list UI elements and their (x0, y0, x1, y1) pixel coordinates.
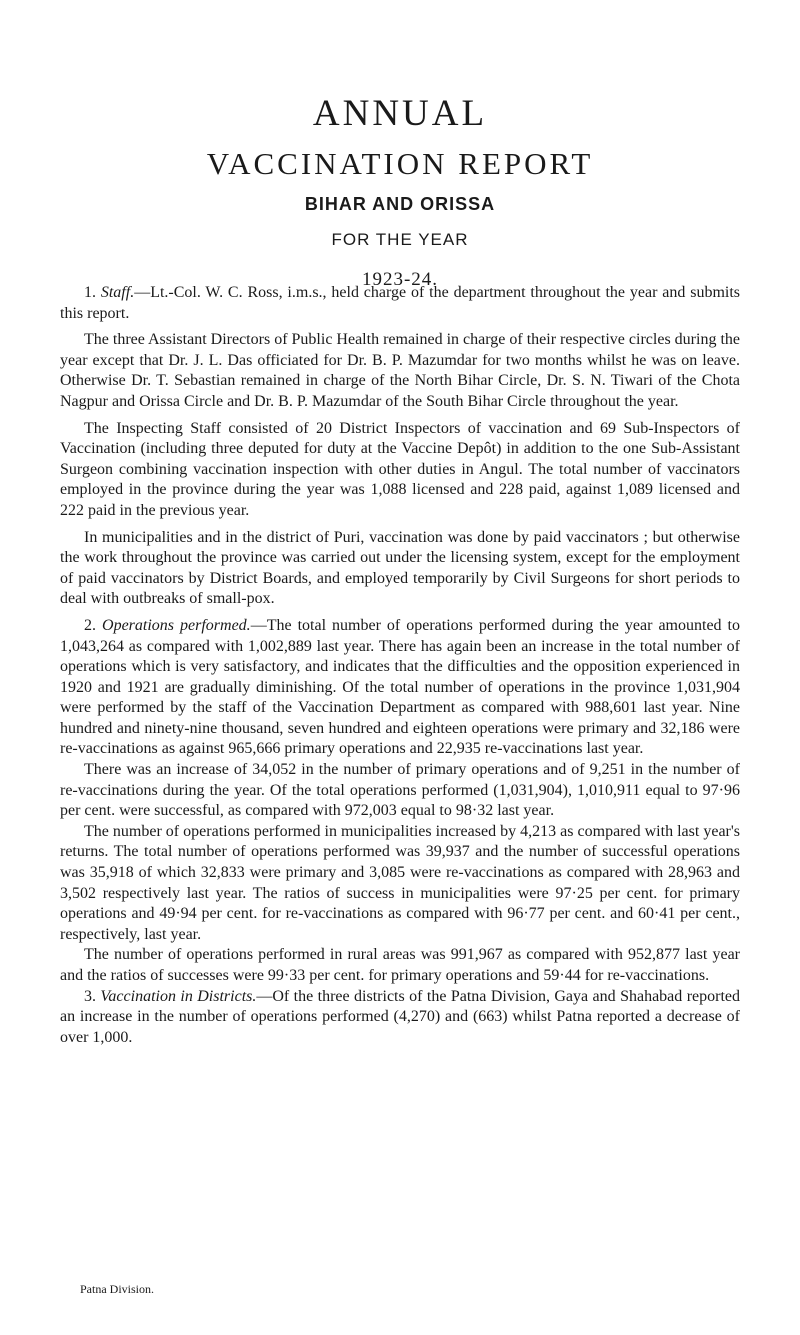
title-vaccination-report: VACCINATION REPORT (206, 146, 594, 181)
paragraph-municipalities: In municipalities and in the district of Puri, vaccination was done by paid vaccinators ; but otherwise the work throughout the province was carried out under the licensing system, except for the employment of paid vaccinators by District Boards, and employed temporarily by Civil Surgeons for short periods to deal with outbreaks of small-pox. (60, 528, 740, 608)
section-number: 1. (84, 284, 101, 301)
section-heading-staff: Staff. (100, 284, 135, 301)
title-province: BIHAR AND ORISSA (304, 194, 496, 214)
paragraph-districts (60, 987, 740, 1049)
section-heading-districts: Vaccination in Districts. (100, 987, 257, 1005)
title-for-the-year: FOR THE YEAR (331, 230, 469, 249)
paragraph-assistant-directors: The three Assistant Directors of Public Health remained in charge of their respective circles during the year except that Dr. J. L. Das officiated for Dr. B. P. Mazumdar for two months whilst he was on leave. Otherwise Dr. T. Sebastian remained in charge of the North Bihar Circle, Dr. S. N. Tiwari of the Chota Nagpur and Orissa Circle and Dr. B. P. Mazumdar of the South Bihar Circle throughout the year. (60, 331, 740, 410)
report-body (60, 283, 740, 1048)
paragraph-inspecting-staff: The Inspecting Staff consisted of 20 District Inspectors of vaccination and 69 Sub-Inspectors of Vaccination (including three deputed for duty at the Vaccine Depôt) in addition to the one Sub-Assistant Surgeon combining vaccination inspection with other duties in Angul. The total number of vaccinators employed in the province during the year was 1,088 licensed and 228 paid, against 1,089 licensed and 222 paid in the previous year. (60, 419, 740, 519)
paragraph-text: —The total number of operations performed during the year amounted to 1,043,264 as compared with 1,002,889 last year. There has again been an increase in the total number of operations which is very satisfactory, and indicates that the difficulties and the opposition experienced in 1920 and 1921 are gradually diminishing. Of the total number of operations in the province 1,031,904 were performed by the staff of the Vaccination Department as compared with 988,601 last year. Nine hundred and ninety-nine thousand, seven hundred and eighteen operations were primary and 32,186 were re-vaccinations as against 965,666 primary operations and 22,935 re-vaccinations last year. (60, 616, 741, 758)
title-block (0, 92, 800, 292)
paragraph-text: —Lt.-Col. W. C. Ross, i.m.s., held charge of the department throughout the year and submits this report. (60, 284, 741, 322)
title-year: 1923-24. (361, 269, 439, 290)
paragraph-increase: There was an increase of 34,052 in the number of primary operations and of 9,251 in the number of re-vaccinations during the year. Of the total operations performed (1,031,904), 1,010,911 equal to 97·96 per cent. were successful, as compared with 972,003 equal to 98·32 last year. (60, 761, 740, 820)
section-number: 2. (84, 616, 103, 634)
paragraph-rural-areas: The number of operations performed in rural areas was 991,967 as compared with 952,877 last year and the ratios of successes were 99·33 per cent. for primary operations and 59·44 for re-vaccinations. (60, 946, 740, 984)
section-heading-operations: Operations performed. (102, 616, 251, 634)
paragraph-operations (60, 616, 740, 760)
paragraph-staff (60, 283, 740, 324)
paragraph-municipal-operations: The number of operations performed in municipalities increased by 4,213 as compared with last year's returns. The total number of operations performed was 39,937 and the number of successful operations was 35,918 of which 32,833 were primary and 3,085 were re-vaccinations as compared with 28,963 and 3,502 respectively last year. The ratios of success in municipalities were 97·25 per cent. for primary operations and 49·94 per cent. for re-vaccinations as compared with 96·77 per cent. and 60·41 per cent., respectively, last year. (60, 822, 740, 943)
title-annual: ANNUAL (312, 93, 488, 134)
section-number: 3. (84, 987, 101, 1005)
margin-note-patna-division: Patna Division. (80, 1282, 154, 1296)
paragraph-text: —Of the three districts of the Patna Division, Gaya and Shahabad reported an increase in the number of operations performed (4,270) and (663) whilst Patna reported a decrease of over 1,000. (60, 987, 740, 1046)
